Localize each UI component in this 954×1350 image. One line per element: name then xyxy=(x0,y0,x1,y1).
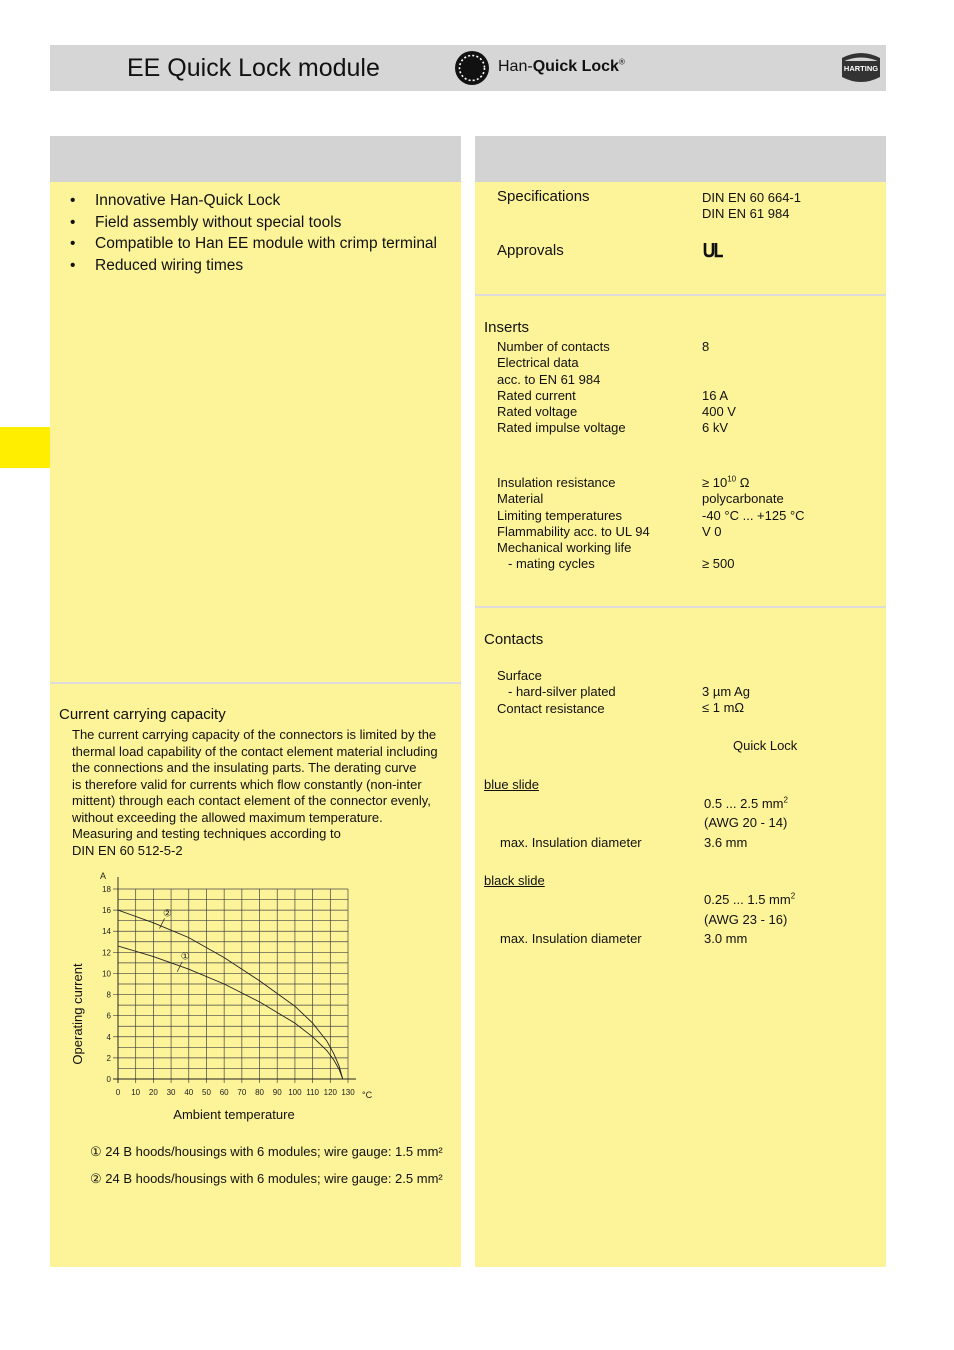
black-slide-max-label: max. Insulation diameter xyxy=(500,931,642,946)
x-tick-label: 20 xyxy=(148,1088,158,1097)
x-axis-unit: °C xyxy=(362,1090,373,1100)
curve-callout-label: ① xyxy=(180,951,190,963)
inserts-labels-a: Number of contacts Electrical data acc. to EN 61 984 Rated current Rated voltage Rated impulse voltage xyxy=(497,339,626,436)
y-tick-label: 16 xyxy=(102,906,111,916)
x-tick-label: 30 xyxy=(166,1088,176,1097)
x-tick-label: 120 xyxy=(323,1088,337,1097)
harting-logo-icon xyxy=(840,49,882,87)
curve-callout-label: ② xyxy=(163,908,173,920)
contacts-heading: Contacts xyxy=(484,631,544,648)
black-slide-range: 0.25 ... 1.5 $mm^2$ xyxy=(704,891,796,907)
black-slide-awg: (AWG 23 - 16) xyxy=(704,912,788,927)
y-tick-label: 14 xyxy=(102,927,111,937)
y-tick-label: 4 xyxy=(106,1032,111,1042)
contacts-labels: Surface - hard-silver plated Contact resistance xyxy=(497,668,616,716)
y-axis-unit: A xyxy=(99,871,107,881)
blue-slide-max-value: 3.6 mm xyxy=(704,835,748,850)
specifications-value: DIN EN 60 664-1 DIN EN 61 984 xyxy=(702,190,801,222)
quick-lock-logo-icon xyxy=(454,50,490,86)
inserts-labels-b: Insulation resistance Material Limiting temperatures Flammability acc. to UL 94 Mechanical working life - mating cycles xyxy=(497,475,650,572)
y-tick-label: 18 xyxy=(102,885,111,894)
y-tick-label: 12 xyxy=(102,948,111,958)
footnote-2: ② 24 B hoods/housings with 6 modules; wire gauge: 2.5 mm² xyxy=(90,1171,443,1186)
section-divider xyxy=(475,606,886,608)
section-divider xyxy=(50,682,461,684)
x-tick-label: 0 xyxy=(115,1088,121,1097)
x-tick-label: 60 xyxy=(219,1088,229,1097)
x-tick-label: 100 xyxy=(288,1088,302,1097)
derating-chart xyxy=(60,862,380,1127)
x-tick-label: 70 xyxy=(237,1088,247,1097)
blue-slide-max-label: max. Insulation diameter xyxy=(500,835,642,850)
approvals-label: Approvals xyxy=(497,242,564,259)
ul-recognized-icon xyxy=(703,242,725,258)
current-capacity-text: The current carrying capacity of the connectors is limited by the thermal load capability of the contact element material including the connections and the insulating parts. The derating curve is therefore valid for currents which flow constantly (non-inter mittent) through each contact element of the connector evenly, without exceeding the allowed maximum temperature. Measuring and testing techniques according to DIN EN 60 512-5-2 xyxy=(72,727,438,858)
x-tick-label: 40 xyxy=(184,1088,194,1097)
right-column-header xyxy=(475,136,886,182)
black-slide-max-value: 3.0 mm xyxy=(704,931,748,946)
quick-lock-label: Quick Lock xyxy=(733,738,798,753)
section-divider xyxy=(475,294,886,296)
section-tab-marker xyxy=(0,427,50,468)
x-tick-label: 10 xyxy=(131,1088,141,1097)
x-tick-label: 130 xyxy=(341,1088,355,1097)
y-tick-label: 10 xyxy=(102,969,111,979)
inserts-values-a: 8 16 A 400 V 6 kV xyxy=(702,339,736,436)
blue-slide-awg: (AWG 20 - 14) xyxy=(704,815,788,830)
y-tick-label: 8 xyxy=(106,990,111,1000)
y-tick-label: 2 xyxy=(106,1053,111,1063)
brand-name: Han-Quick Lock® xyxy=(498,57,625,75)
y-tick-label: 0 xyxy=(106,1075,111,1084)
inserts-heading: Inserts xyxy=(484,319,530,336)
series-line-1 xyxy=(118,946,343,1079)
current-capacity-heading: Current carrying capacity xyxy=(59,706,226,723)
x-tick-label: 80 xyxy=(255,1088,264,1097)
y-tick-label: 6 xyxy=(106,1011,111,1021)
specifications-label: Specifications xyxy=(497,188,590,205)
x-tick-label: 90 xyxy=(272,1088,282,1097)
blue-slide-title: blue slide xyxy=(484,777,539,792)
svg-text:HARTING: HARTING xyxy=(843,64,879,73)
contacts-values: 3 µm Ag ≤ 1 mΩ xyxy=(702,684,750,716)
page-title: EE Quick Lock module xyxy=(127,54,380,82)
inserts-values-b: ≥ $10^{10}$ Ω polycarbonate -40 °C ... +125 °C V 0 ≥ 500 xyxy=(702,474,805,572)
x-tick-label: 110 xyxy=(306,1088,319,1097)
x-tick-label: 50 xyxy=(202,1088,211,1097)
footnote-1: ① 24 B hoods/housings with 6 modules; wire gauge: 1.5 mm² xyxy=(90,1144,443,1159)
y-axis-label: Operating current xyxy=(70,963,85,1065)
blue-slide-range: 0.5 ... 2.5 $mm^2$ xyxy=(704,795,788,811)
x-axis-label: Ambient temperature xyxy=(173,1107,295,1122)
left-column-header xyxy=(50,136,461,182)
black-slide-title: black slide xyxy=(484,873,545,888)
